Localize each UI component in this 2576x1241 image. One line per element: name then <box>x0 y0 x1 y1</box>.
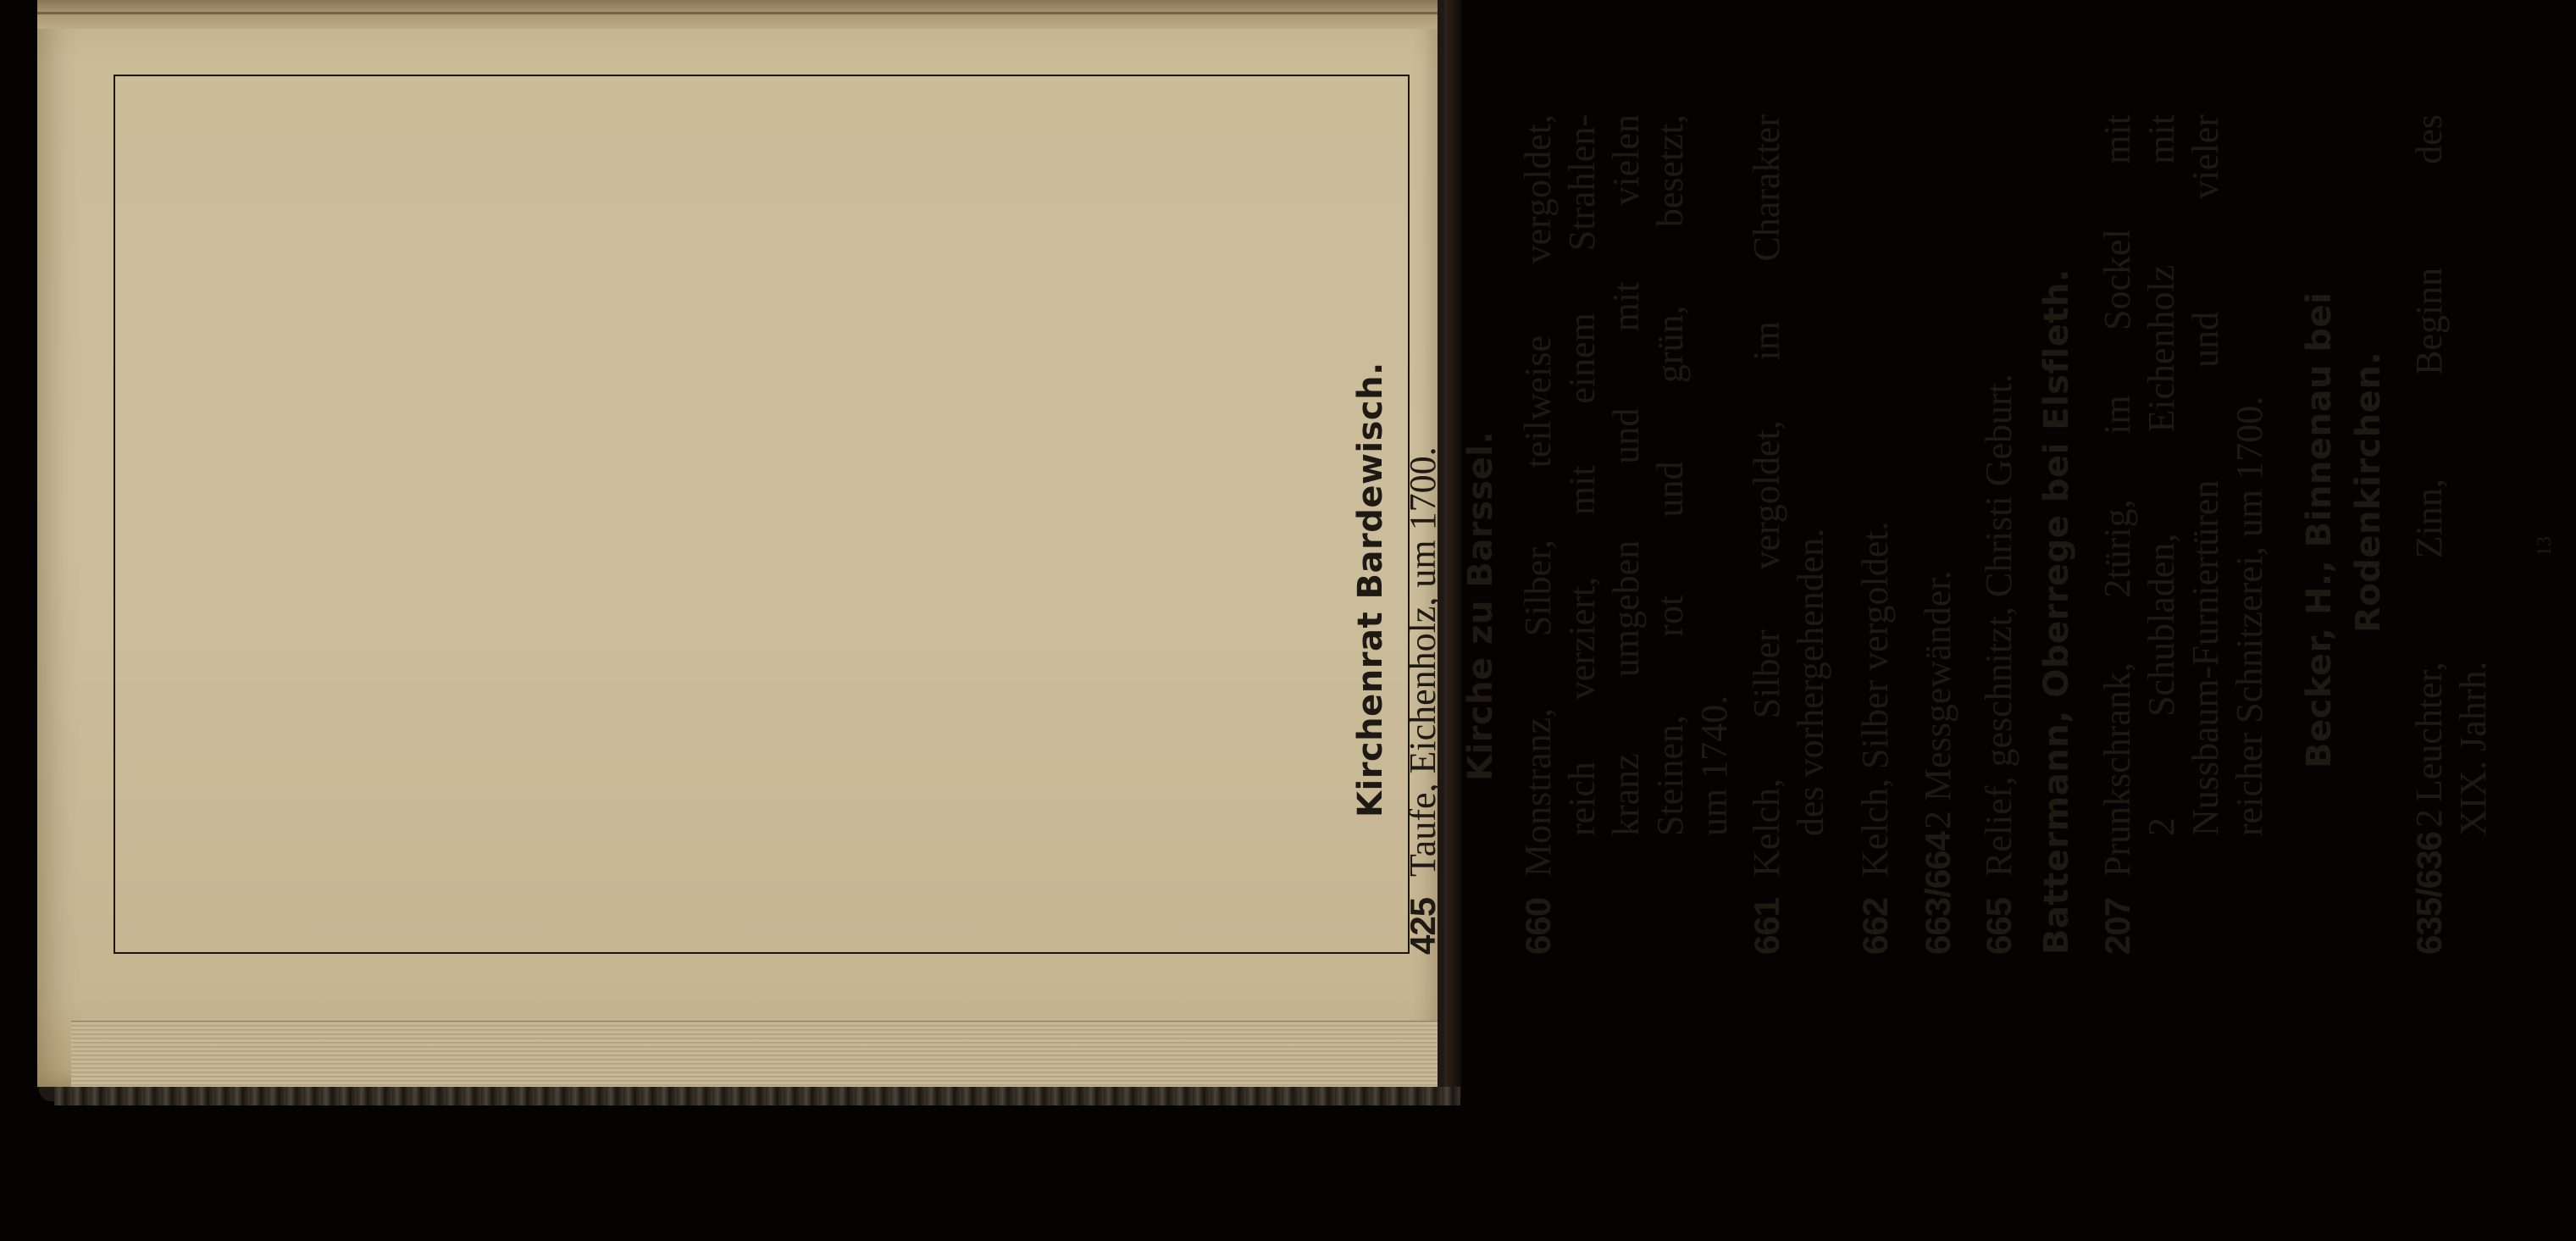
item-description: Monstranz, Silber, teilweise vergoldet, <box>1517 114 1559 877</box>
item-description: XIX. Jahrh. <box>2452 661 2494 836</box>
gutter-fold <box>37 12 1438 14</box>
item-description: reicher Schnitzerei, um 1700. <box>2229 396 2270 836</box>
item-description: 2 Schubladen, Eichenholz mit <box>2141 114 2182 836</box>
item-description: Prunkschrank, 2türig, im Sockel mit <box>2097 114 2138 877</box>
printed-page-text <box>1348 78 2576 955</box>
item-description: Kelch, Silber vergoldet, im Charakter <box>1746 114 1787 877</box>
item-description: Relief, geschnitzt, Christi Geburt. <box>1978 374 2019 877</box>
item-number: 662 <box>1855 897 1895 955</box>
item-number: 663/664 <box>1918 832 1958 955</box>
page-gutter <box>37 0 1438 29</box>
item-description: 2 Messgewänder. <box>1917 570 1958 829</box>
item-description: reich verziert, mit einem Strahlen- <box>1561 114 1603 836</box>
item-description: Taufe, Eichenholz, um 1700. <box>1402 446 1443 877</box>
item-description: Kelch, Silber vergoldet. <box>1854 521 1896 877</box>
section-heading: Battermann, Oberrege bei Elsfleth. <box>2037 269 2076 955</box>
item-description: Leuchter, Zinn, Beginn des <box>2408 114 2450 802</box>
item-description: Steinen, rot und grün, besetzt, <box>1649 114 1691 836</box>
item-number: 661 <box>1747 897 1787 955</box>
section-heading: Becker, H., Binnenau bei <box>2300 291 2339 768</box>
page-number: 13 <box>2534 536 2556 557</box>
page-edges <box>71 1021 1438 1088</box>
item-number: 207 <box>2097 897 2137 955</box>
item-description: des vorhergehenden. <box>1790 528 1831 836</box>
item-number: 425 <box>1403 897 1443 955</box>
section-heading: Kirche zu Barssel. <box>1461 430 1500 781</box>
item-number: 635/636 <box>2409 832 2449 955</box>
section-heading: Rodenkirchen. <box>2349 351 2388 633</box>
item-number: 660 <box>1518 897 1558 955</box>
section-heading: Kirchenrat Bardewisch. <box>1351 362 1390 817</box>
cover-binding <box>54 1087 1460 1105</box>
item-number: 665 <box>1979 897 2019 955</box>
item-description: Nussbaum-Furniertüren und vieler <box>2185 114 2226 836</box>
text-frame-border <box>114 75 1410 954</box>
item-description: um 1740. <box>1693 695 1735 836</box>
item-description: 2 <box>2408 809 2450 828</box>
item-description: kranz umgeben und mit vielen <box>1605 114 1647 836</box>
